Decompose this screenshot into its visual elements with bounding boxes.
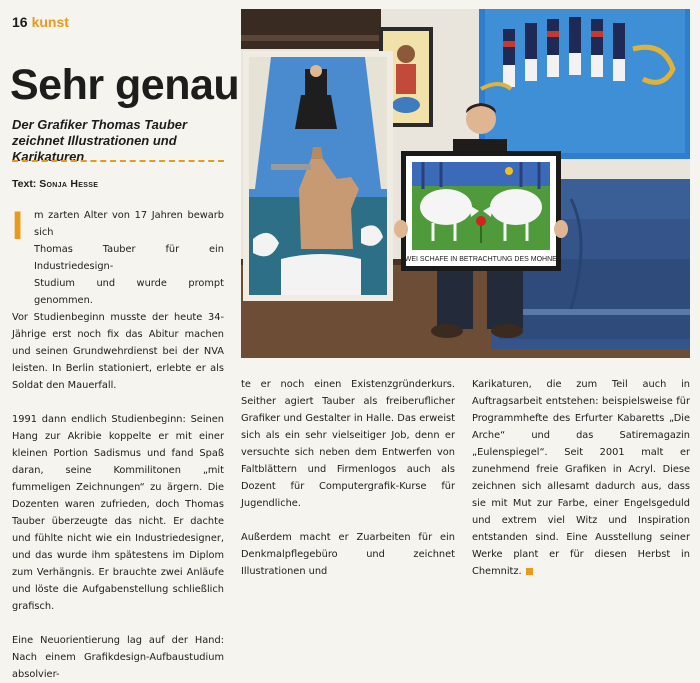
intro-line: Studium und wurde prompt genommen.: [34, 278, 224, 306]
article-title: Sehr genau: [10, 61, 240, 109]
author-label: Text:: [12, 178, 37, 190]
article-photo: [241, 9, 690, 358]
intro-line: Thomas Tauber für ein Industriedesign-: [34, 244, 224, 272]
paragraph-freelance: te er noch einen Existenzgründerkurs. Seither agiert Tauber als freiberuflicher Grafiker und Gestalter in Halle. Das erweist sich als ein sehr vielseitiger Job, denn er versuchte sich neben dem Entwerfen von Faltblättern und Firmenlogos auch als Dozent für Computergrafik-Kurse für Jugendliche.: [241, 379, 455, 509]
paragraph-reorientation: Eine Neuorientierung lag auf der Hand: Nach einem Grafikdesign-Aufbaustudium absolvier-: [12, 635, 224, 680]
photo-illustration: [241, 9, 690, 358]
hand-painting: [243, 51, 393, 301]
intro-line: m zarten Alter von 17 Jahren bewarb sich: [34, 210, 224, 238]
dashed-divider: [12, 160, 224, 162]
marching-band-painting: [479, 9, 690, 159]
column-2: [241, 376, 455, 580]
column-3: [472, 376, 690, 580]
author-name: Sonja Hesse: [39, 178, 99, 190]
drop-cap: I: [12, 204, 24, 248]
held-painting: [394, 151, 568, 271]
section-label: kunst: [31, 14, 69, 30]
article-subtitle: Der Grafiker Thomas Tauber zeichnet Illustrationen und Karikaturen: [12, 117, 188, 164]
column-1: [12, 204, 224, 683]
paragraph-side-work: Außerdem macht er Zuarbeiten für ein Denkmalpflegebüro und zeichnet Illustrationen und: [241, 532, 455, 577]
author-credit: [12, 178, 98, 190]
page-number: 16: [12, 14, 28, 30]
intro-rest: Vor Studienbeginn musste der heute 34-Jährige erst noch fix das Abitur machen und seinen Grundwehrdienst bei der NVA leisten. In Berlin stationiert, erlebte er als Soldat den Mauerfall.: [12, 312, 224, 391]
intro-paragraph: [12, 204, 224, 394]
end-mark: [526, 568, 533, 575]
painting-caption: ZWEI SCHAFE IN BETRACHTUNG DES MOHNES: [400, 256, 562, 263]
paragraph-caricatures: Karikaturen, die zum Teil auch in Auftragsarbeit entstehen: beispielsweise für Programmhefte des Erfurter Kabaretts „Die Arche“ und das Satiremagazin „Eulenspiegel“. Seit 2001 malt er zunehmend freie Grafiken in Acryl. Diese zeichnen sich allesamt dadurch aus, dass sie mit Mut zur Farbe, einer Engelsgeduld und extrem viel Witz und Inspiration entstanden sind. Eine Ausstellung seiner Werke plant er für diesen Herbst in Chemnitz.: [472, 379, 690, 577]
page-header: [12, 14, 69, 30]
paragraph-studies: 1991 dann endlich Studienbeginn: Seinen Hang zur Akribie koppelte er mit einer kleinen Portion Sadismus und fand Spaß daran, seine Kommilitonen „mit fummeligen Zeichnungen“ zu ärgern. Die Dozenten waren zufrieden, doch Thomas Tauber überzeugte das nicht. Er dachte und fühlte nicht wie ein Industriedesigner, und das wurde ihm spätestens im Diplom zum Verhängnis. Er brauchte zwei Anläufe und löste die Aufgabenstellung schließlich grafisch.: [12, 414, 224, 612]
